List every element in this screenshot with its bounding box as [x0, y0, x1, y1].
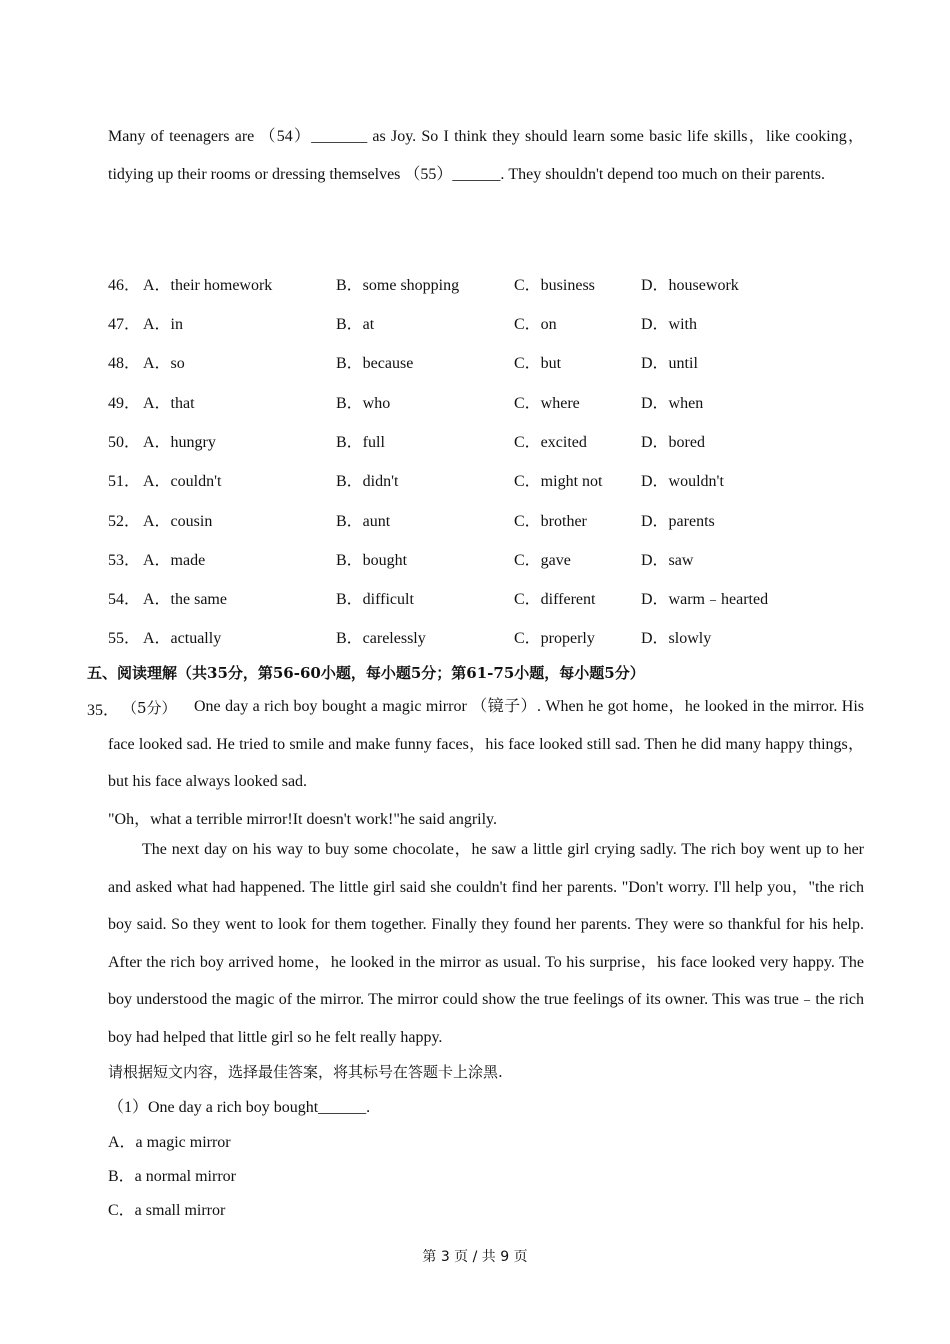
option-c: C．gave — [514, 552, 571, 569]
story-paragraph-1: One day a rich boy bought a magic mirror （镜子）. When he got home，he looked in the mirror. His face looked sad. He tried to smile and make funny faces，his face looked still sad. Then he did many happy things，but his face always looked sad. — [108, 698, 864, 790]
option-a: A．hungry — [143, 434, 216, 451]
option-a: A．actually — [143, 630, 222, 647]
option-b: B．aunt — [336, 513, 391, 530]
question-number: 53． — [108, 552, 141, 569]
sub-option-a: A．a magic mirror — [108, 1134, 231, 1151]
question-number: 55． — [108, 630, 141, 647]
option-b: B．some shopping — [336, 277, 460, 294]
option-d: D．bored — [641, 434, 705, 451]
option-c: C．properly — [514, 630, 595, 647]
question-number: 52． — [108, 513, 141, 530]
option-b: B．carelessly — [336, 630, 426, 647]
option-d: D．when — [641, 395, 704, 412]
option-row-47 — [108, 311, 868, 333]
option-d: D．with — [641, 316, 698, 333]
sub-option-b: B．a normal mirror — [108, 1168, 236, 1185]
option-a: A．couldn't — [143, 473, 222, 490]
option-a: A．that — [143, 395, 195, 412]
option-d: D．slowly — [641, 630, 712, 647]
option-a: A．in — [143, 316, 184, 333]
option-d: D．saw — [641, 552, 694, 569]
option-c: C．where — [514, 395, 580, 412]
option-b: B．didn't — [336, 473, 399, 490]
option-row-55 — [108, 625, 868, 647]
option-a: A．made — [143, 552, 206, 569]
option-d: D．wouldn't — [641, 473, 724, 490]
option-row-49 — [108, 390, 868, 412]
option-b: B．who — [336, 395, 391, 412]
instruction: 请根据短文内容，选择最佳答案，将其标号在答题卡上涂黑. — [108, 1063, 503, 1081]
option-d: D．housework — [641, 277, 739, 294]
option-row-52 — [108, 508, 868, 530]
option-row-51 — [108, 468, 868, 490]
option-row-50 — [108, 429, 868, 451]
question-number: 48． — [108, 355, 141, 372]
option-b: B．bought — [336, 552, 408, 569]
option-b: B．difficult — [336, 591, 414, 608]
option-b: B．at — [336, 316, 375, 333]
story-paragraph-2: The next day on his way to buy some chocolate，he saw a little girl crying sadly. The rich boy went up to her and asked what had happened. The little girl said she couldn't find her parents. "Don't worry. I'll help you，"the rich boy said. So they went to look for them together. Finally they found her parents. They were so thankful for his help. After the rich boy arrived home，he looked in the mirror as usual. To his surprise，his face looked very happy. The boy understood the magic of the mirror. The mirror could show the true feelings of its owner. This was true﹣the rich boy had helped that little girl so he felt really happy. — [108, 841, 864, 1046]
question-number-35: 35． — [87, 702, 120, 719]
sub-question-1: （1）One day a rich boy bought______. — [108, 1099, 371, 1116]
section-heading: 五、阅读理解（共35分，第56-60小题，每小题5分；第61-75小题，每小题5分） — [87, 664, 645, 682]
sub-option-c: C．a small mirror — [108, 1202, 226, 1219]
question-number: 51． — [108, 473, 141, 490]
option-d: D．parents — [641, 513, 715, 530]
question-number: 50． — [108, 434, 141, 451]
story-quote: "Oh，what a terrible mirror!It doesn't work!"he said angrily. — [108, 811, 498, 828]
option-row-46 — [108, 272, 868, 294]
question-number: 49． — [108, 395, 141, 412]
option-b: B．because — [336, 355, 414, 372]
option-a: A．their homework — [143, 277, 273, 294]
option-c: C．might not — [514, 473, 603, 490]
option-a: A．the same — [143, 591, 227, 608]
option-b: B．full — [336, 434, 385, 451]
option-c: C．brother — [514, 513, 587, 530]
option-row-53 — [108, 547, 868, 569]
option-d: D．until — [641, 355, 698, 372]
option-d: D．warm﹣hearted — [641, 591, 769, 608]
option-c: C．on — [514, 316, 557, 333]
option-c: C．but — [514, 355, 562, 372]
question-number: 54． — [108, 591, 141, 608]
page-footer: 第 3 页 / 共 9 页 — [422, 1249, 528, 1265]
option-row-48 — [108, 350, 868, 372]
option-c: C．excited — [514, 434, 587, 451]
option-c: C．business — [514, 277, 595, 294]
passage-end: Many of teenagers are （54）_______ as Joy. So I think they should learn some basic life skills，like cooking，tidying up their rooms or dressing themselves （55）______. They shouldn't depend too much on their parents. — [108, 128, 864, 183]
option-c: C．different — [514, 591, 596, 608]
option-a: A．so — [143, 355, 185, 372]
option-row-54 — [108, 586, 868, 608]
question-number: 47． — [108, 316, 141, 333]
question-number: 46． — [108, 277, 141, 294]
question-score: （5分） — [122, 699, 177, 717]
option-a: A．cousin — [143, 513, 213, 530]
